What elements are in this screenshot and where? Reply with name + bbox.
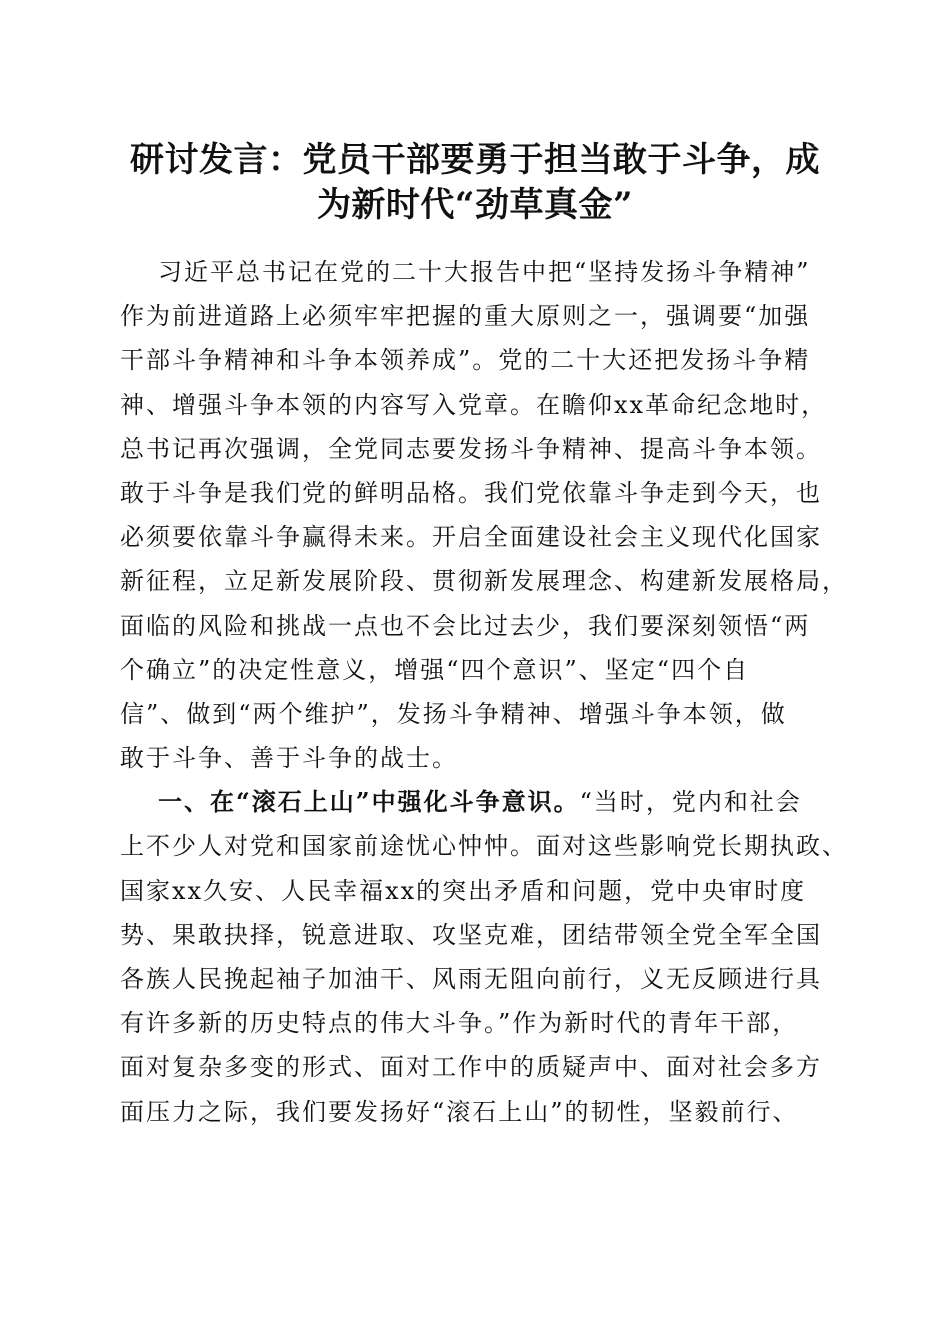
document-title <box>110 138 840 228</box>
paragraph-line: 势、果敢抉择，锐意进取、攻坚克难，团结带领全党全军全国 <box>120 920 822 949</box>
paragraph-line: 面压力之际，我们要发扬好“滚石上山”的韧性，坚毅前行、 <box>120 1097 799 1126</box>
paragraph-1 <box>120 250 848 780</box>
paragraph-line: 神、增强斗争本领的内容写入党章。在瞻仰xx革命纪念地时， <box>120 390 828 419</box>
document-body <box>120 250 848 1134</box>
paragraph-line: 国家xx久安、人民幸福xx的突出矛盾和问题，党中央审时度 <box>120 876 807 905</box>
paragraph-line: 有许多新的历史特点的伟大斗争。”作为新时代的青年干部， <box>120 1009 799 1038</box>
paragraph-line: 作为前进道路上必须牢牢把握的重大原则之一，强调要“加强 <box>120 302 811 331</box>
paragraph-2 <box>120 780 848 1134</box>
paragraph-line: 面对复杂多变的形式、面对工作中的质疑声中、面对社会多方 <box>120 1053 822 1082</box>
title-line-2: 为新时代“劲草真金” <box>316 185 634 225</box>
paragraph-line: 个确立”的决定性意义，增强“四个意识”、坚定“四个自 <box>120 655 750 684</box>
paragraph-line: 必须要依靠斗争赢得未来。开启全面建设社会主义现代化国家 <box>120 523 822 552</box>
paragraph-line: 习近平总书记在党的二十大报告中把“坚持发扬斗争精神” <box>158 258 811 286</box>
paragraph-line: 各族人民挽起袖子加油干、风雨无阻向前行，义无反顾进行具 <box>120 965 822 993</box>
title-line-1: 研讨发言：党员干部要勇于担当敢于斗争，成 <box>130 140 820 180</box>
paragraph-first-line <box>120 780 840 824</box>
paragraph-line: 面临的风险和挑战一点也不会比过去少，我们要深刻领悟“两 <box>120 611 811 640</box>
paragraph-line: 新征程，立足新发展阶段、贯彻新发展理念、构建新发展格局， <box>120 567 848 596</box>
paragraph-line: 信”、做到“两个维护”，发扬斗争精神、增强斗争本领，做 <box>120 699 787 728</box>
section-heading: 一、在“滚石上山”中强化斗争意识。 <box>158 787 580 817</box>
paragraph-line: 上不少人对党和国家前途忧心忡忡。面对这些影响党长期执政、 <box>120 832 848 861</box>
paragraph-line: 敢于斗争是我们党的鲜明品格。我们党依靠斗争走到今天，也 <box>120 478 822 507</box>
paragraph-line: 干部斗争精神和斗争本领养成”。党的二十大还把发扬斗争精 <box>120 346 811 375</box>
paragraph-line-rest: “当时，党内和社会 <box>579 788 802 817</box>
paragraph-line: 敢于斗争、善于斗争的战士。 <box>120 744 458 773</box>
paragraph-line: 总书记再次强调，全党同志要发扬斗争精神、提高斗争本领。 <box>120 434 822 463</box>
